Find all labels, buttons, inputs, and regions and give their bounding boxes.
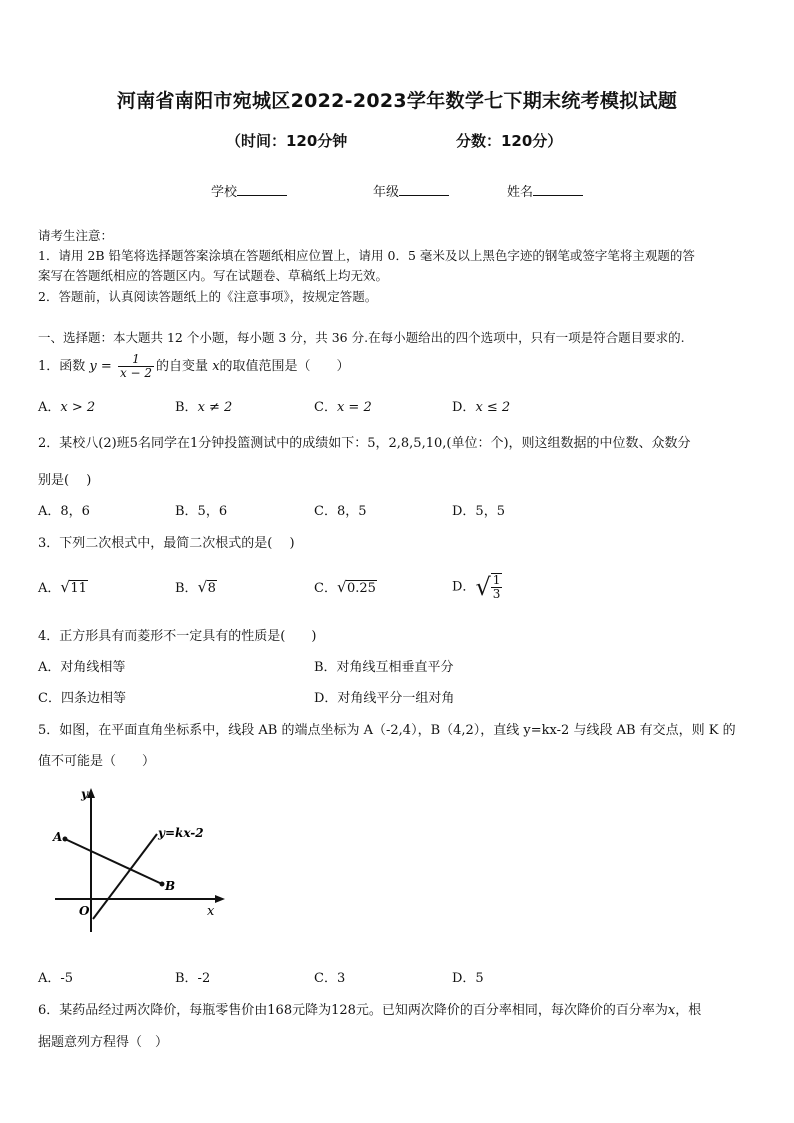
name-field[interactable] (507, 181, 583, 200)
section-heading: 一、选择题：本大题共 12 个小题，每小题 3 分，共 36 分.在每小题给出的四个选项中，只有一项是符合题目要求的. (38, 330, 685, 345)
q1-tail: 的自变量 (156, 359, 209, 374)
q3-option-d-num: 1 (492, 573, 501, 587)
q1-var: x (212, 359, 220, 374)
q3-option-a-label: A． (38, 581, 61, 596)
fig-label-y: y (81, 787, 88, 801)
q3-option-b-sqrt: √ 8 (197, 578, 216, 596)
q5-option-a[interactable]: A．-5 (38, 971, 74, 986)
notice-line1: 1．请用 2B 铅笔将选择题答案涂填在答题纸相应位置上，请用 0．5 毫米及以上黑色字迹的钢笔或签字笔将主观题的答 (38, 248, 695, 263)
q2-line2: 别是( ) (38, 473, 92, 488)
q1-option-d-label: D． (452, 400, 476, 415)
q3-option-c-sqrt: √ 0.25 (336, 578, 376, 596)
q6-line1-tail: ，根 (675, 1003, 702, 1018)
grade-blank[interactable] (399, 183, 449, 196)
notice-line2: 2．答题前，认真阅读答题纸上的《注意事项》，按规定答题。 (38, 289, 378, 304)
q5-option-c[interactable]: C．3 (314, 971, 346, 986)
q2-option-a[interactable]: A．8，6 (38, 504, 90, 519)
fig-label-o: O (79, 904, 90, 918)
q3-option-a-sqrt: √ 11 (60, 578, 87, 596)
q3-option-c-label: C． (314, 581, 337, 596)
q5-line2: 值不可能是（ ） (38, 754, 156, 769)
q2-option-c[interactable]: C．8，5 (314, 504, 367, 519)
q3-option-d[interactable]: D．√ $\frac{1}{3}$ (452, 573, 501, 601)
exam-score: 分数：120分） (456, 132, 563, 150)
name-blank[interactable] (533, 183, 583, 196)
q6-var: x (667, 1003, 676, 1018)
q2-option-b[interactable]: B．5，6 (175, 504, 228, 519)
q5-option-d[interactable]: D．5 (452, 971, 484, 986)
q1-option-a-label: A． (38, 400, 61, 415)
q4-option-a[interactable]: A．对角线相等 (38, 660, 126, 675)
point-a (63, 837, 68, 842)
q1-option-d[interactable] (452, 396, 510, 415)
notice-line1b: 案写在答题纸相应的答题区内。写在试题卷、草稿纸上均无效。 (38, 268, 389, 283)
q1-fraction (118, 353, 154, 380)
q1-option-a-math: x > 2 (60, 400, 96, 415)
q2-option-d[interactable]: D．5，5 (452, 504, 505, 519)
q1-frac-num: 1 (118, 353, 154, 367)
fig-label-b: B (165, 879, 176, 893)
q1-option-b[interactable] (175, 396, 232, 415)
x-axis-arrow (215, 895, 225, 903)
q6-line1 (38, 999, 701, 1018)
school-blank[interactable] (237, 183, 287, 196)
q3-option-a[interactable] (38, 577, 88, 596)
q3-option-d-den: 3 (492, 587, 501, 601)
q5-figure (45, 782, 235, 942)
q3-option-b[interactable] (175, 577, 217, 596)
q2-line1: 2．某校八(2)班5名同学在1分钟投篮测试中的成绩如下：5，2,8,5,10,(单位：个)，则这组数据的中位数、众数分 (38, 436, 691, 451)
q3-option-b-radicand: 8 (207, 581, 216, 596)
q3-option-c[interactable] (314, 577, 377, 596)
exam-time: （时间：120分钟 (226, 132, 348, 150)
q4-option-b[interactable]: B．对角线互相垂直平分 (314, 660, 454, 675)
q1-y-eq: y = (89, 359, 112, 374)
page-title: 河南省南阳市宛城区2022-2023学年数学七下期末统考模拟试题 (116, 90, 678, 112)
q5-line1: 5．如图，在平面直角坐标系中，线段 AB 的端点坐标为 A（-2,4），B（4,2），直线 y=kx-2 与线段 AB 有交点，则 K 的 (38, 723, 736, 738)
q6-line2: 据题意列方程得（ ） (38, 1035, 169, 1050)
school-label: 学校 (211, 185, 238, 200)
q1-option-c[interactable] (314, 396, 372, 415)
fig-label-a: A (53, 830, 63, 844)
school-field[interactable] (211, 181, 287, 200)
question-1 (38, 350, 350, 384)
grade-label: 年级 (373, 185, 400, 200)
q4-line1: 4．正方形具有而菱形不一定具有的性质是( ) (38, 629, 317, 644)
point-b (160, 882, 165, 887)
q1-number: 1．函数 (38, 359, 86, 374)
q4-option-c[interactable]: C．四条边相等 (38, 691, 126, 706)
q1-option-c-math: x = 2 (336, 400, 372, 415)
q1-option-b-label: B． (175, 400, 198, 415)
q1-tail2: 的取值范围是（ ） (219, 359, 350, 374)
q4-option-d[interactable]: D．对角线平分一组对角 (314, 691, 455, 706)
q5-option-b[interactable]: B．-2 (175, 971, 211, 986)
q3-option-d-fraction (491, 573, 503, 601)
y-axis-arrow (87, 788, 95, 798)
q1-frac-den: x − 2 (119, 366, 153, 380)
q3-option-b-label: B． (175, 581, 198, 596)
q3-option-c-radicand: 0.25 (346, 581, 376, 596)
q1-option-b-math: x ≠ 2 (197, 400, 233, 415)
notice-heading: 请考生注意： (38, 228, 114, 243)
grade-field[interactable] (373, 181, 449, 200)
name-label: 姓名 (507, 185, 534, 200)
q3-option-d-label: D． (452, 579, 476, 595)
q1-option-a[interactable] (38, 396, 95, 415)
fig-label-x: x (207, 904, 215, 919)
q6-line1-text: 6．某药品经过两次降价，每瓶零售价由168元降为128元。已知两次降价的百分率相同，每次降价的百分率为 (38, 1003, 668, 1018)
q1-option-c-label: C． (314, 400, 337, 415)
fig-label-line: y=kx-2 (158, 826, 204, 840)
q1-option-d-math: x ≤ 2 (475, 400, 511, 415)
q3-line1: 3．下列二次根式中，最简二次根式的是( ) (38, 536, 295, 551)
q3-option-a-radicand: 11 (70, 581, 87, 596)
